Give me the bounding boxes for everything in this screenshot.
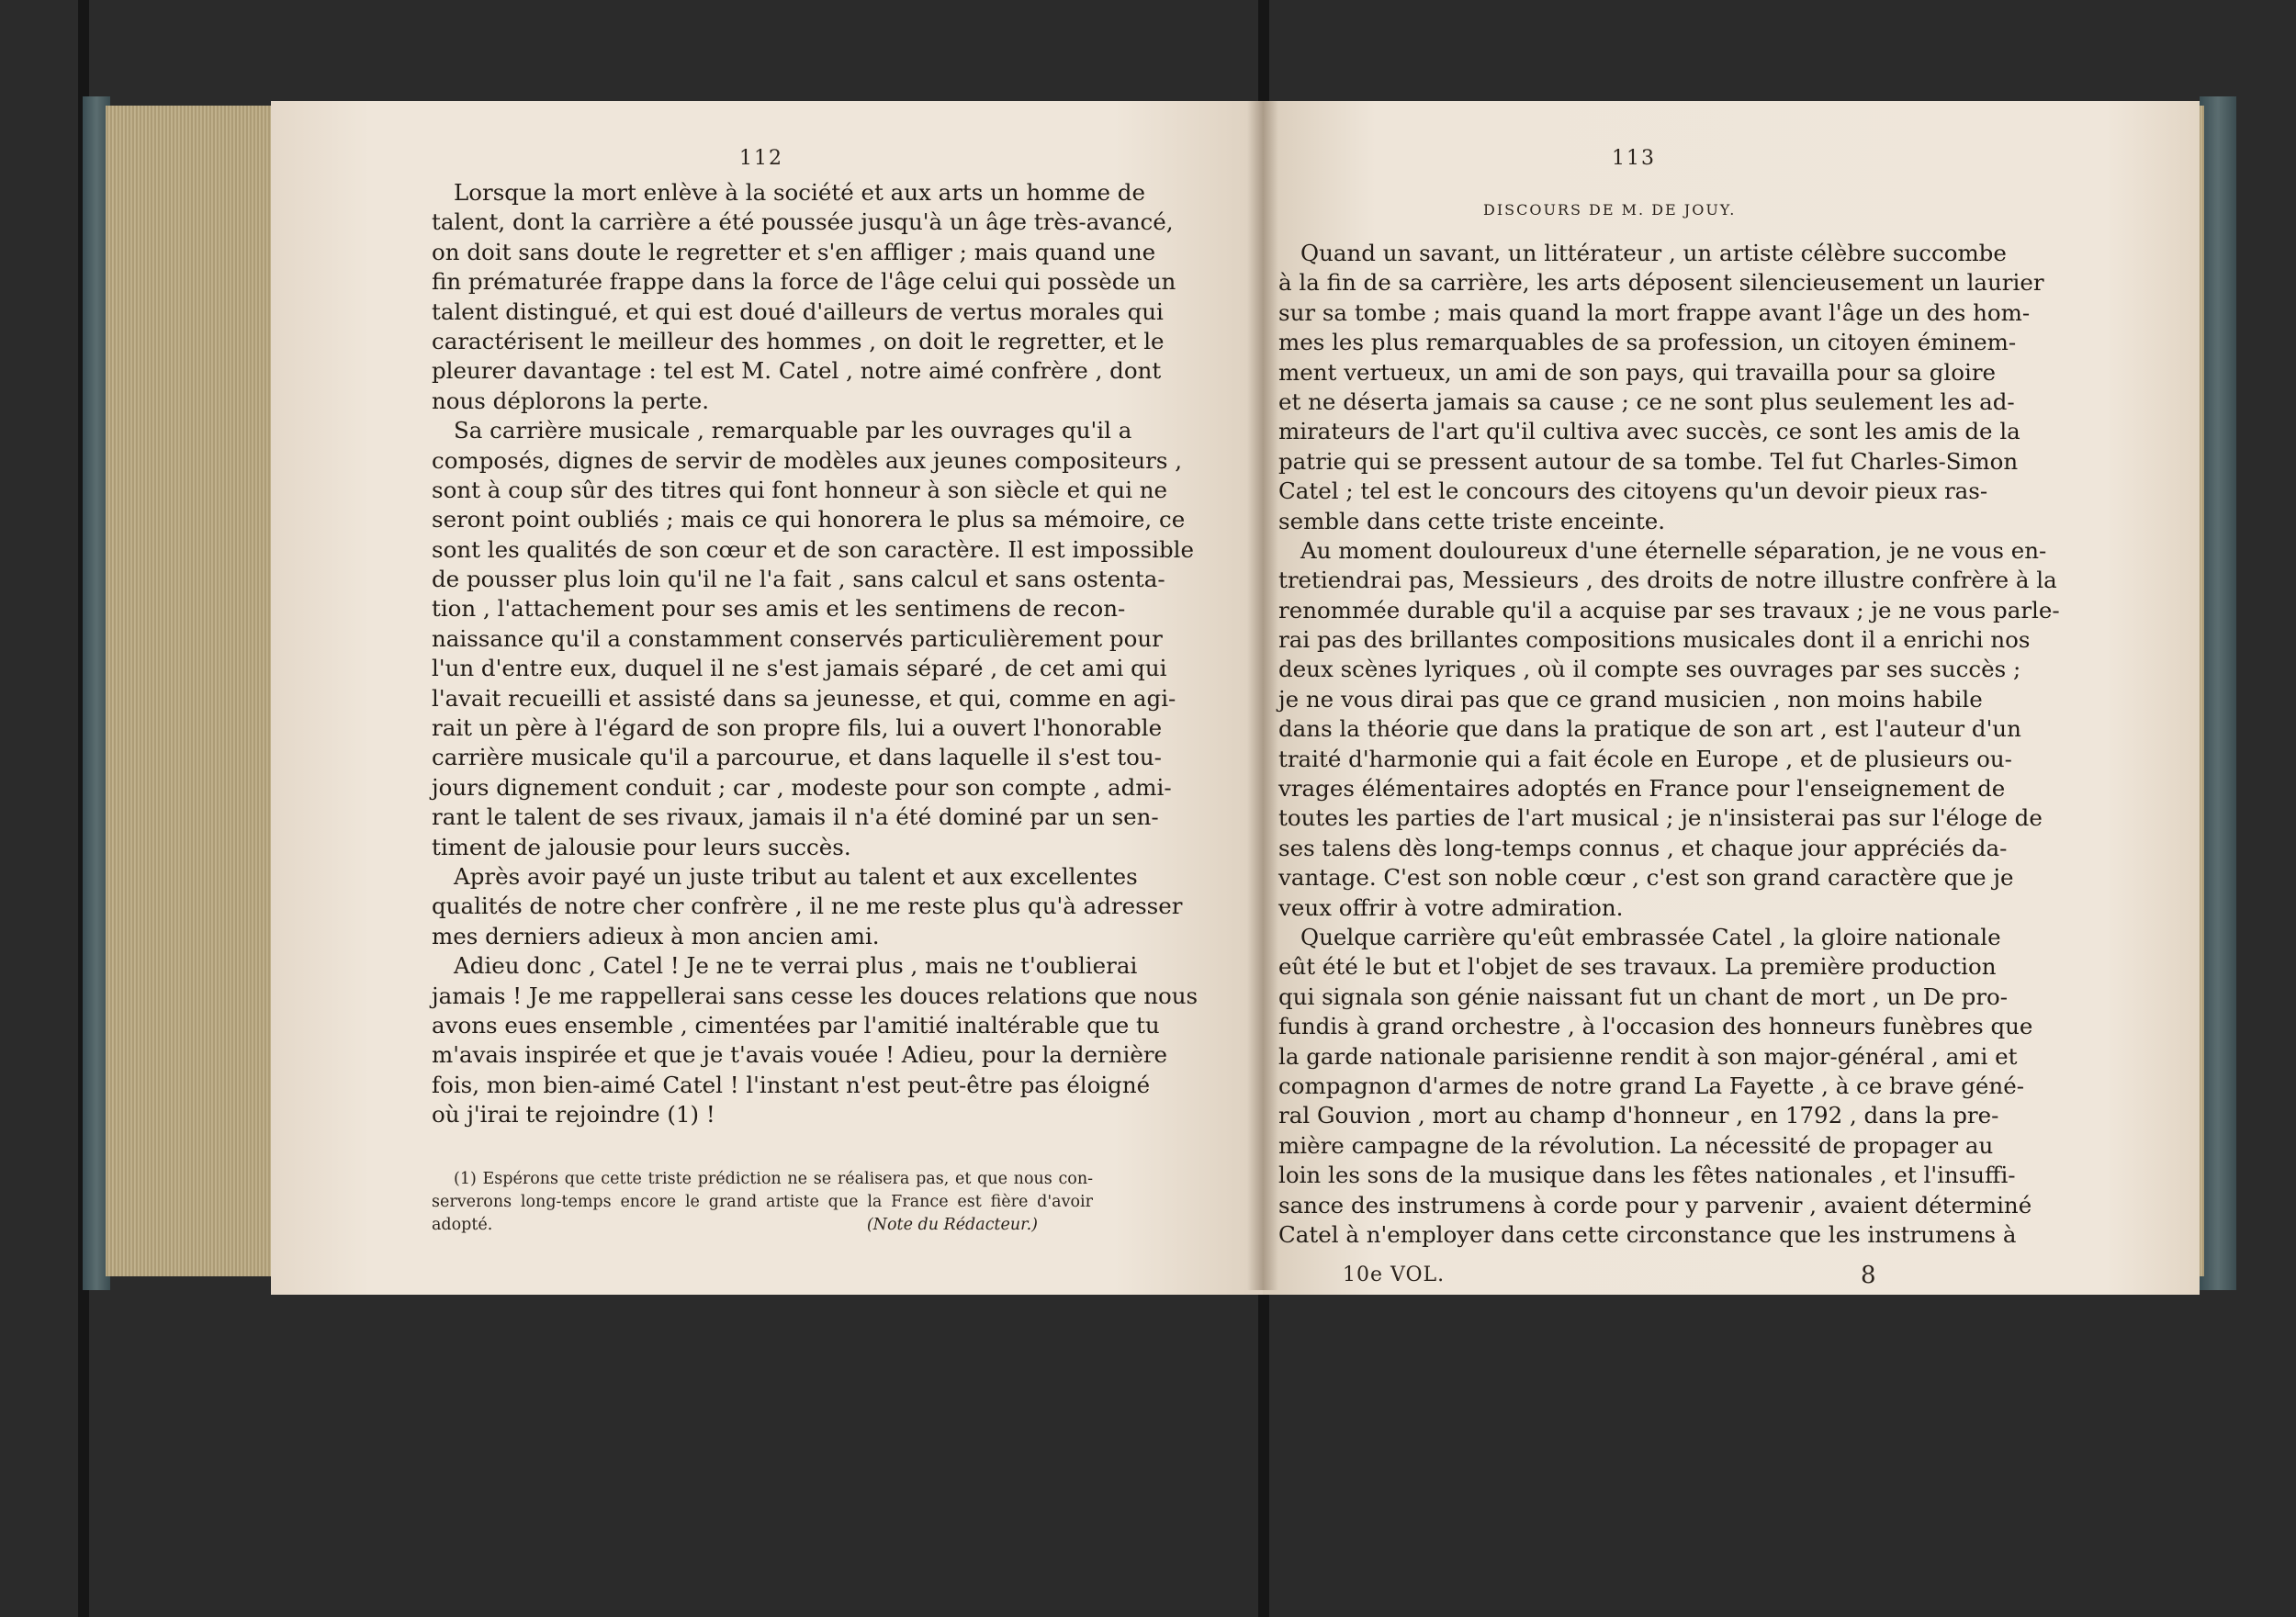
text-line: Après avoir payé un juste tribut au talent et aux excellentes xyxy=(454,862,1138,890)
text-line: eût été le but et l'objet de ses travaux. La première production xyxy=(1278,953,1997,981)
right-paragraph-2 xyxy=(1278,536,2060,923)
text-line: jamais ! Je me rappellerai sans cesse les douces relations que nous xyxy=(432,982,1199,1009)
left-paragraph-1 xyxy=(432,178,1176,416)
text-line: deux scènes lyriques , où il compte ses ouvrages par ses succès ; xyxy=(1278,656,2021,683)
text-line: à la fin de sa carrière, les arts déposent silencieusement un laurier xyxy=(1278,269,2044,297)
text-line: qualités de notre cher confrère , il ne me reste plus qu'à adresser xyxy=(432,893,1183,920)
text-line: tretiendrai pas, Messieurs , des droits de notre illustre confrère à la xyxy=(1278,567,2057,594)
text-line: Au moment douloureux d'une éternelle séparation, je ne vous en- xyxy=(1300,536,2047,564)
left-paragraph-3 xyxy=(432,862,1183,951)
right-paragraph-3 xyxy=(1278,923,2033,1250)
page-edges-left xyxy=(106,106,276,1276)
cover-right xyxy=(2200,96,2236,1290)
text-line: avons eues ensemble , cimentées par l'amitié inaltérable que tu xyxy=(432,1011,1160,1039)
left-paragraph-2 xyxy=(432,416,1194,862)
text-line: traité d'harmonie qui a fait école en Europe , et de plusieurs ou- xyxy=(1278,745,2012,772)
text-line: sur sa tombe ; mais quand la mort frappe avant l'âge un des hom- xyxy=(1278,298,2031,326)
left-folio: 112 xyxy=(739,147,783,170)
footnote-line: adopté. xyxy=(432,1216,493,1234)
text-line: rant le talent de ses rivaux, jamais il n'a été dominé par un sen- xyxy=(432,803,1159,831)
text-line: renommée durable qu'il a acquise par ses travaux ; je ne vous parle- xyxy=(1278,596,2060,623)
text-line: où j'irai te rejoindre (1) ! xyxy=(432,1101,715,1129)
left-text-column xyxy=(432,178,1199,1130)
text-line: m'avais inspirée et que je t'avais vouée ! Adieu, pour la dernière xyxy=(432,1041,1168,1069)
text-line: fin prématurée frappe dans la force de l'âge celui qui possède un xyxy=(432,268,1176,296)
text-line: Quelque carrière qu'eût embrassée Catel , la gloire nationale xyxy=(1300,923,2001,950)
text-line: dans la théorie que dans la pratique de son art , est l'auteur d'un xyxy=(1278,715,2021,743)
left-footnote xyxy=(432,1168,1093,1237)
text-line: l'avait recueilli et assisté dans sa jeunesse, et qui, comme en agi- xyxy=(432,684,1176,712)
text-line: Sa carrière musicale , remarquable par les ouvrages qu'il a xyxy=(454,417,1132,444)
signature-volume: 10e VOL. xyxy=(1343,1263,1446,1286)
text-line: nous déplorons la perte. xyxy=(432,387,709,414)
text-line: patrie qui se pressent autour de sa tombe. Tel fut Charles-Simon xyxy=(1278,447,2019,475)
footnote-line: serverons long-temps encore le grand artiste que la France est fière d'avoir xyxy=(432,1193,1093,1211)
text-line: jours dignement conduit ; car , modeste pour son compte , admi- xyxy=(432,773,1172,801)
text-line: veux offrir à votre admiration. xyxy=(1278,893,1624,921)
text-line: carrière musicale qu'il a parcourue, et dans laquelle il s'est tou- xyxy=(432,744,1162,771)
text-line: mirateurs de l'art qu'il cultiva avec succès, ce sont les amis de la xyxy=(1278,418,2020,445)
text-line: talent distingué, et qui est doué d'ailleurs de vertus morales qui xyxy=(432,298,1164,325)
text-line: mes derniers adieux à mon ancien ami. xyxy=(432,922,880,949)
text-line: Catel à n'employer dans cette circonstance que les instrumens à xyxy=(1278,1220,2017,1248)
text-line: composés, dignes de servir de modèles aux jeunes compositeurs , xyxy=(432,446,1182,474)
text-line: sance des instrumens à corde pour y parvenir , avaient déterminé xyxy=(1278,1191,2032,1218)
text-line: ses talens dès long-temps connus , et chaque jour appréciés da- xyxy=(1278,834,2008,861)
text-line: seront point oubliés ; mais ce qui honorera le plus sa mémoire, ce xyxy=(432,506,1186,533)
footnote-attribution: (Note du Rédacteur.) xyxy=(866,1216,1038,1234)
text-line: Quand un savant, un littérateur , un artiste célèbre succombe xyxy=(1300,240,2007,266)
text-line: vrages élémentaires adoptés en France pour l'enseignement de xyxy=(1278,775,2006,803)
text-line: de pousser plus loin qu'il ne l'a fait , sans calcul et sans ostenta- xyxy=(432,566,1165,593)
left-paragraph-4 xyxy=(432,951,1199,1129)
running-head: DISCOURS DE M. DE JOUY. xyxy=(1483,201,1737,219)
text-line: l'un d'entre eux, duquel il ne s'est jamais séparé , de cet ami qui xyxy=(432,655,1167,682)
text-line: Lorsque la mort enlève à la société et aux arts un homme de xyxy=(454,179,1145,206)
text-line: je ne vous dirai pas que ce grand musicien , non moins habile xyxy=(1278,685,1983,713)
text-line: caractérisent le meilleur des hommes , on doit le regretter, et le xyxy=(432,327,1165,354)
text-line: sont à coup sûr des titres qui font honneur à son siècle et qui ne xyxy=(432,476,1168,503)
right-paragraph-1 xyxy=(1278,239,2044,536)
text-line: semble dans cette triste enceinte. xyxy=(1278,507,1666,534)
text-line: ment vertueux, un ami de son pays, qui travailla pour sa gloire xyxy=(1278,358,1997,386)
text-line: rai pas des brillantes compositions musicales dont il a enrichi nos xyxy=(1278,626,2031,654)
text-line: sont les qualités de son cœur et de son caractère. Il est impossible xyxy=(432,535,1194,563)
text-line: mes les plus remarquables de sa profession, un citoyen éminem- xyxy=(1278,329,2017,356)
text-line: Catel ; tel est le concours des citoyens qu'un devoir pieux ras- xyxy=(1278,477,1988,505)
book-gutter xyxy=(1247,101,1278,1290)
text-line: la garde nationale parisienne rendit à son major-général , ami et xyxy=(1278,1042,2018,1070)
text-line: pleurer davantage : tel est M. Catel , notre aimé confrère , dont xyxy=(432,357,1162,385)
text-line: rait un père à l'égard de son propre fils, lui a ouvert l'honorable xyxy=(432,714,1163,742)
text-line: ral Gouvion , mort au champ d'honneur , en 1792 , dans la pre- xyxy=(1278,1102,1999,1129)
text-line: mière campagne de la révolution. La nécessité de propager au xyxy=(1278,1131,1994,1159)
text-line: compagnon d'armes de notre grand La Fayette , à ce brave géné- xyxy=(1278,1072,2024,1099)
text-line: tion , l'attachement pour ses amis et les sentimens de recon- xyxy=(432,595,1126,623)
text-line: loin les sons de la musique dans les fêtes nationales , et l'insuffi- xyxy=(1278,1162,2016,1189)
text-line: naissance qu'il a constamment conservés particulièrement pour xyxy=(432,624,1163,652)
text-line: talent, dont la carrière a été poussée jusqu'à un âge très-avancé, xyxy=(432,208,1174,236)
signature-number: 8 xyxy=(1861,1262,1877,1289)
text-line: fundis à grand orchestre , à l'occasion des honneurs funèbres que xyxy=(1278,1013,2033,1040)
text-line: timent de jalousie pour leurs succès. xyxy=(432,833,851,860)
text-line: on doit sans doute le regretter et s'en affliger ; mais quand une xyxy=(432,238,1156,265)
text-line: Adieu donc , Catel ! Je ne te verrai plus , mais ne t'oublierai xyxy=(454,952,1138,980)
text-line: qui signala son génie naissant fut un chant de mort , un De pro- xyxy=(1278,983,2009,1010)
text-line: vantage. C'est son noble cœur , c'est son grand caractère que je xyxy=(1278,864,2014,892)
text-line: toutes les parties de l'art musical ; je n'insisterai pas sur l'éloge de xyxy=(1278,804,2043,832)
text-line: fois, mon bien-aimé Catel ! l'instant n'est peut-être pas éloigné xyxy=(432,1071,1151,1098)
text-line: et ne déserta jamais sa cause ; ce ne sont plus seulement les ad- xyxy=(1278,387,2015,415)
footnote-line: (1) Espérons que cette triste prédiction ne se réalisera pas, et que nous con- xyxy=(454,1170,1093,1188)
right-folio: 113 xyxy=(1612,147,1656,170)
right-text-column xyxy=(1278,239,2060,1250)
